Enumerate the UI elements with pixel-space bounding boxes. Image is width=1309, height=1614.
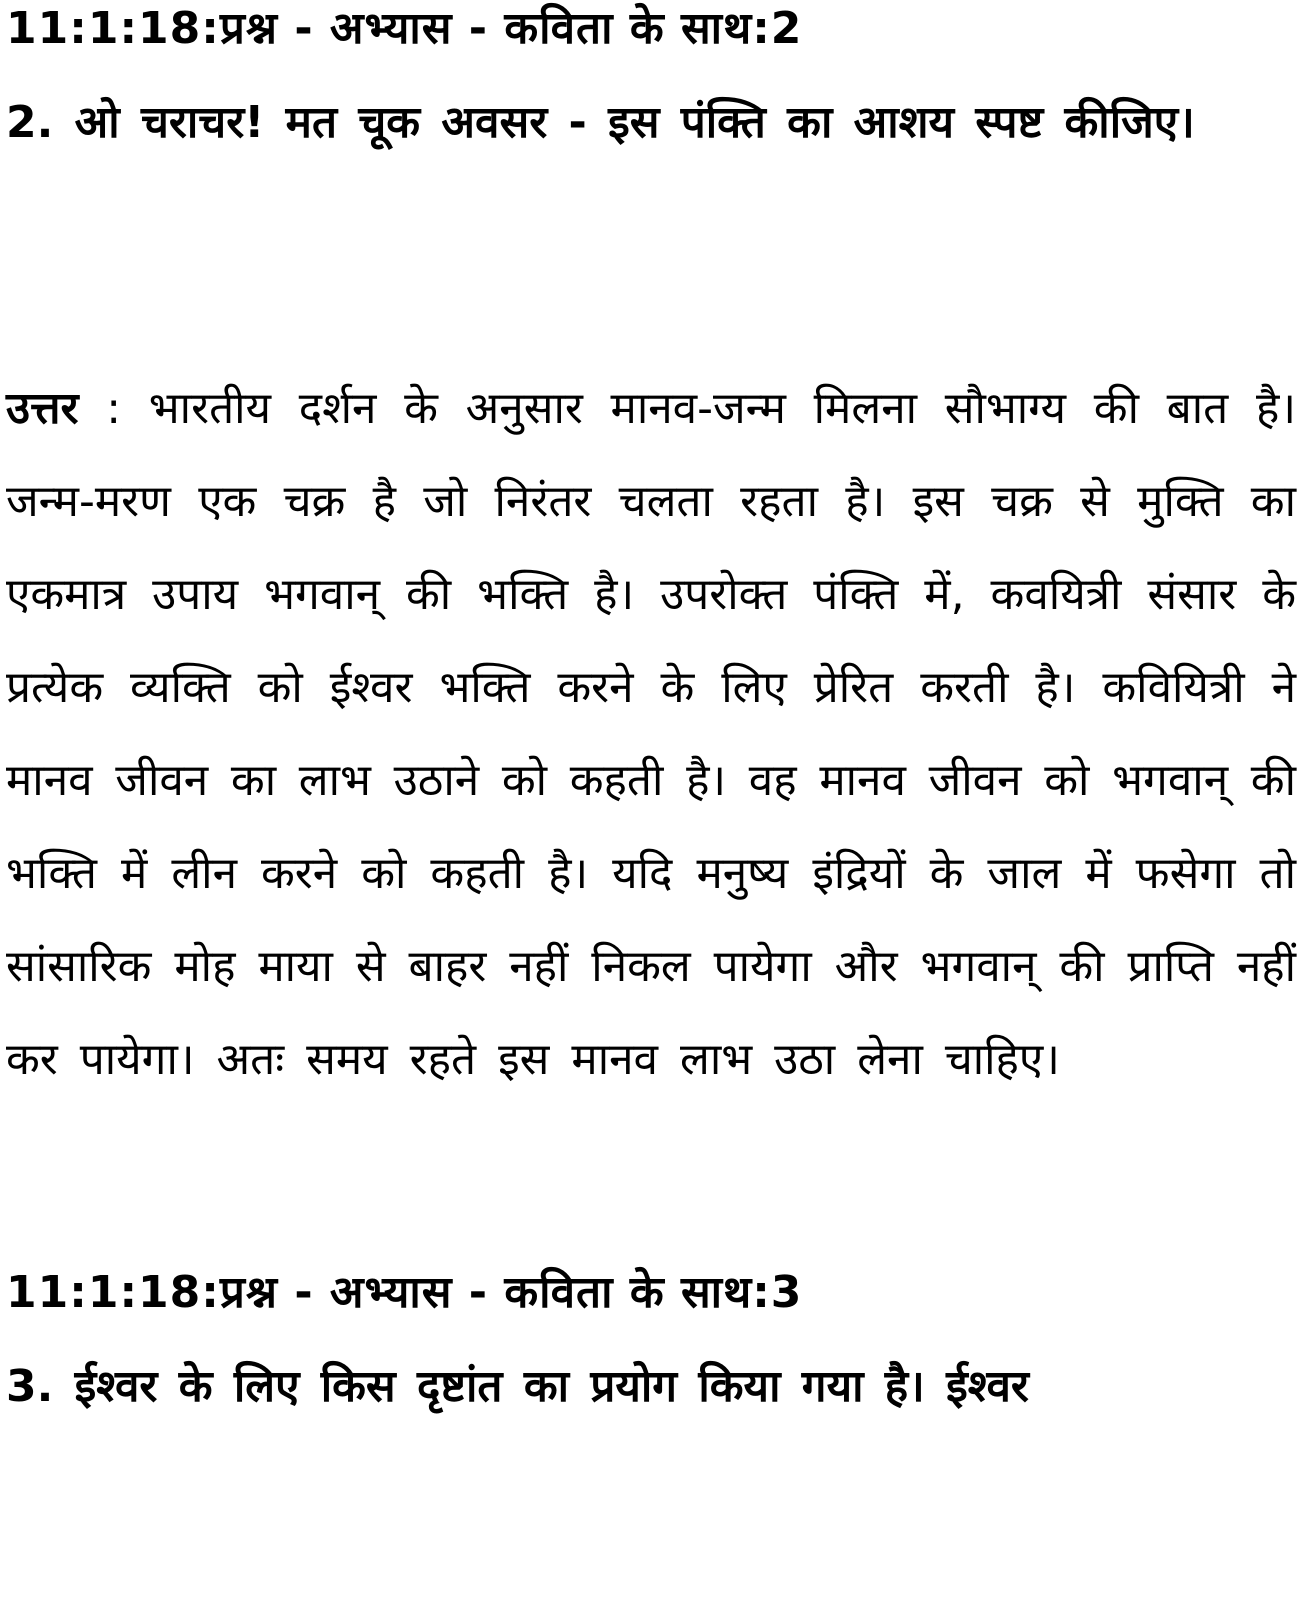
document-body (6, 0, 1296, 1434)
answer-separator: : (78, 383, 149, 434)
question-text-3: 3. ईश्वर के लिए किस दृष्टांत का प्रयोग किया गया है। ईश्वर (6, 1361, 1029, 1412)
answer-label: उत्तर (6, 383, 79, 434)
question-heading-3: 11:1:18:प्रश्न - अभ्यास - कविता के साथ:3 (6, 1267, 803, 1318)
spacer (6, 1106, 1296, 1246)
answer-paragraph-2 (6, 362, 1296, 1106)
answer-text: भारतीय दर्शन के अनुसार मानव-जन्म मिलना सौभाग्य की बात है। जन्म-मरण एक चक्र है जो निरंतर चलता रहता है। इस चक्र से मुक्ति का एकमात्र उपाय भगवान् की भक्ति है। उपरोक्त पंक्ति में, कवयित्री संसार के प्रत्येक व्यक्ति को ईश्वर भक्ति करने के लिए प्रेरित करती है। कवियित्री ने मानव जीवन का लाभ उठाने को कहती है। वह मानव जीवन को भगवान् की भक्ति में लीन करने को कहती है। यदि मनुष्य इंद्रियों के जाल में फसेगा तो सांसारिक मोह माया से बाहर नहीं निकल पायेगा और भगवान् की प्राप्ति नहीं कर पायेगा। अतः समय रहते इस मानव लाभ उठा लेना चाहिए। (6, 383, 1297, 1085)
spacer (6, 170, 1296, 362)
question-heading-2: 11:1:18:प्रश्न - अभ्यास - कविता के साथ:2 (6, 3, 803, 54)
question-text-2: 2. ओ चराचर! मत चूक अवसर - इस पंक्ति का आशय स्पष्ट कीजिए। (6, 97, 1195, 148)
